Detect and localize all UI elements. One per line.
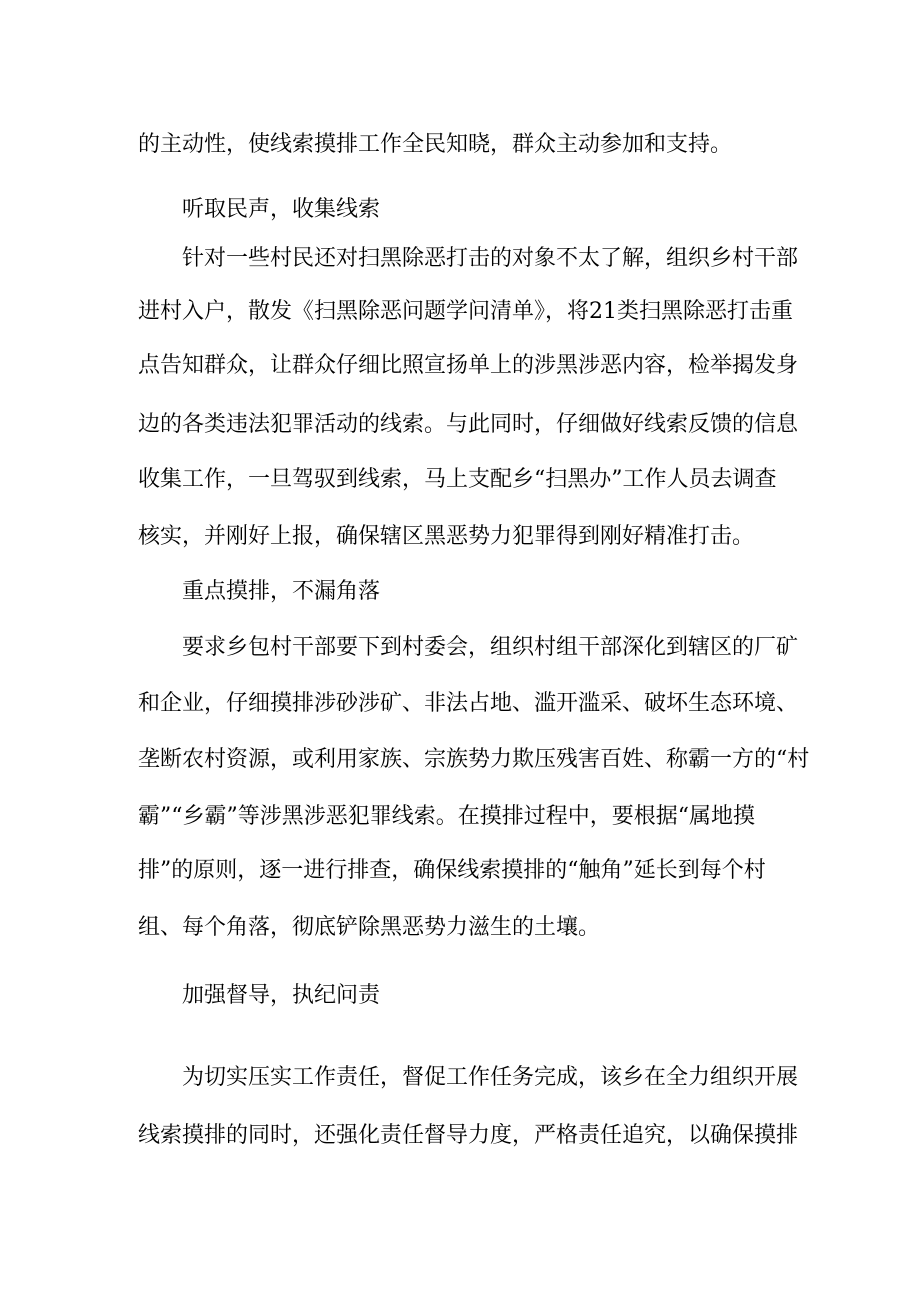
paragraph-line: 排”的原则，逐一进行排查，确保线索摸排的“触角”延长到每个村 (138, 858, 766, 883)
paragraph-line: 针对一些村民还对扫黑除恶打击的对象不太了解，组织乡村干部 (182, 246, 799, 271)
paragraph-line: 点告知群众，让群众仔细比照宣扬单上的涉黑涉恶内容，检举揭发身 (138, 353, 799, 378)
paragraph-line: 霸”“乡霸”等涉黑涉恶犯罪线索。在摸排过程中，要根据“属地摸 (138, 804, 755, 829)
paragraph-line: 进村入户，散发《扫黑除恶问题学问清单》，将21类扫黑除恶打击重 (138, 299, 793, 324)
paragraph-line: 边的各类违法犯罪活动的线索。与此同时，仔细做好线索反馈的信息 (138, 412, 799, 437)
section-heading: 听取民声，收集线索 (182, 197, 381, 222)
paragraph-line: 垄断农村资源，或利用家族、宗族势力欺压残害百姓、称霸一方的“村 (138, 747, 810, 772)
section-heading: 重点摸排，不漏角落 (182, 579, 381, 604)
paragraph-line: 线索摸排的同时，还强化责任督导力度，严格责任追究，以确保摸排 (138, 1123, 799, 1148)
paragraph-line: 为切实压实工作责任，督促工作任务完成，该乡在全力组织开展 (182, 1065, 799, 1090)
paragraph-line: 的主动性，使线索摸排工作全民知晓，群众主动参加和支持。 (138, 132, 733, 157)
paragraph-line: 要求乡包村干部要下到村委会，组织村组干部深化到辖区的厂矿 (182, 635, 799, 660)
paragraph-line: 组、每个角落，彻底铲除黑恶势力滋生的土壤。 (138, 915, 601, 940)
paragraph-line: 收集工作，一旦驾驭到线索，马上支配乡“扫黑办”工作人员去调查 (138, 467, 777, 492)
section-heading: 加强督导，执纪问责 (182, 983, 381, 1008)
paragraph-line: 核实，并刚好上报，确保辖区黑恶势力犯罪得到刚好精准打击。 (138, 524, 755, 549)
paragraph-line: 和企业，仔细摸排涉砂涉矿、非法占地、滥开滥采、破坏生态环境、 (138, 691, 799, 716)
